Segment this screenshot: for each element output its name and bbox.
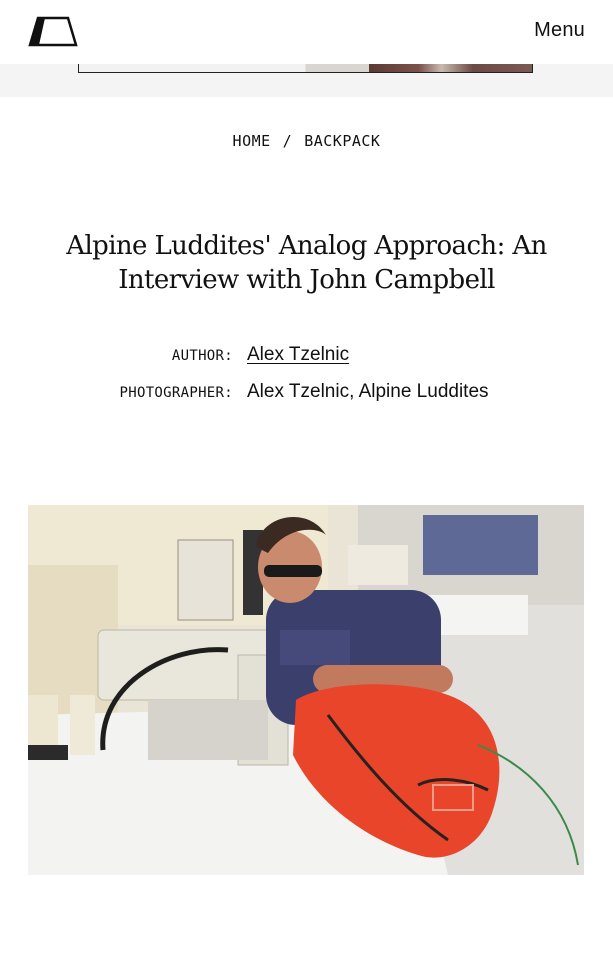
photographer-row <box>0 381 613 407</box>
article-title: Alpine Luddites' Analog Approach: An Interview with John Campbell <box>66 231 547 295</box>
menu-button[interactable]: Menu <box>534 19 585 41</box>
breadcrumb-home-link[interactable]: HOME <box>232 132 271 150</box>
site-logo[interactable] <box>28 16 78 48</box>
breadcrumb <box>0 132 613 150</box>
banner-image <box>78 64 533 73</box>
author-link[interactable]: Alex Tzelnic <box>247 344 350 365</box>
photographer-label: PHOTOGRAPHER: <box>119 385 233 401</box>
author-label: AUTHOR: <box>171 348 233 364</box>
author-row <box>0 344 613 370</box>
breadcrumb-current-link[interactable]: BACKPACK <box>304 132 381 150</box>
hero-photo-illustration <box>28 505 584 875</box>
site-header <box>0 0 613 64</box>
hero-image <box>28 505 584 875</box>
trapezoid-logo-icon <box>28 16 78 48</box>
banner-strip <box>0 64 613 97</box>
photographer-value: Alex Tzelnic, Alpine Luddites <box>247 381 489 402</box>
breadcrumb-separator: / <box>282 132 293 150</box>
